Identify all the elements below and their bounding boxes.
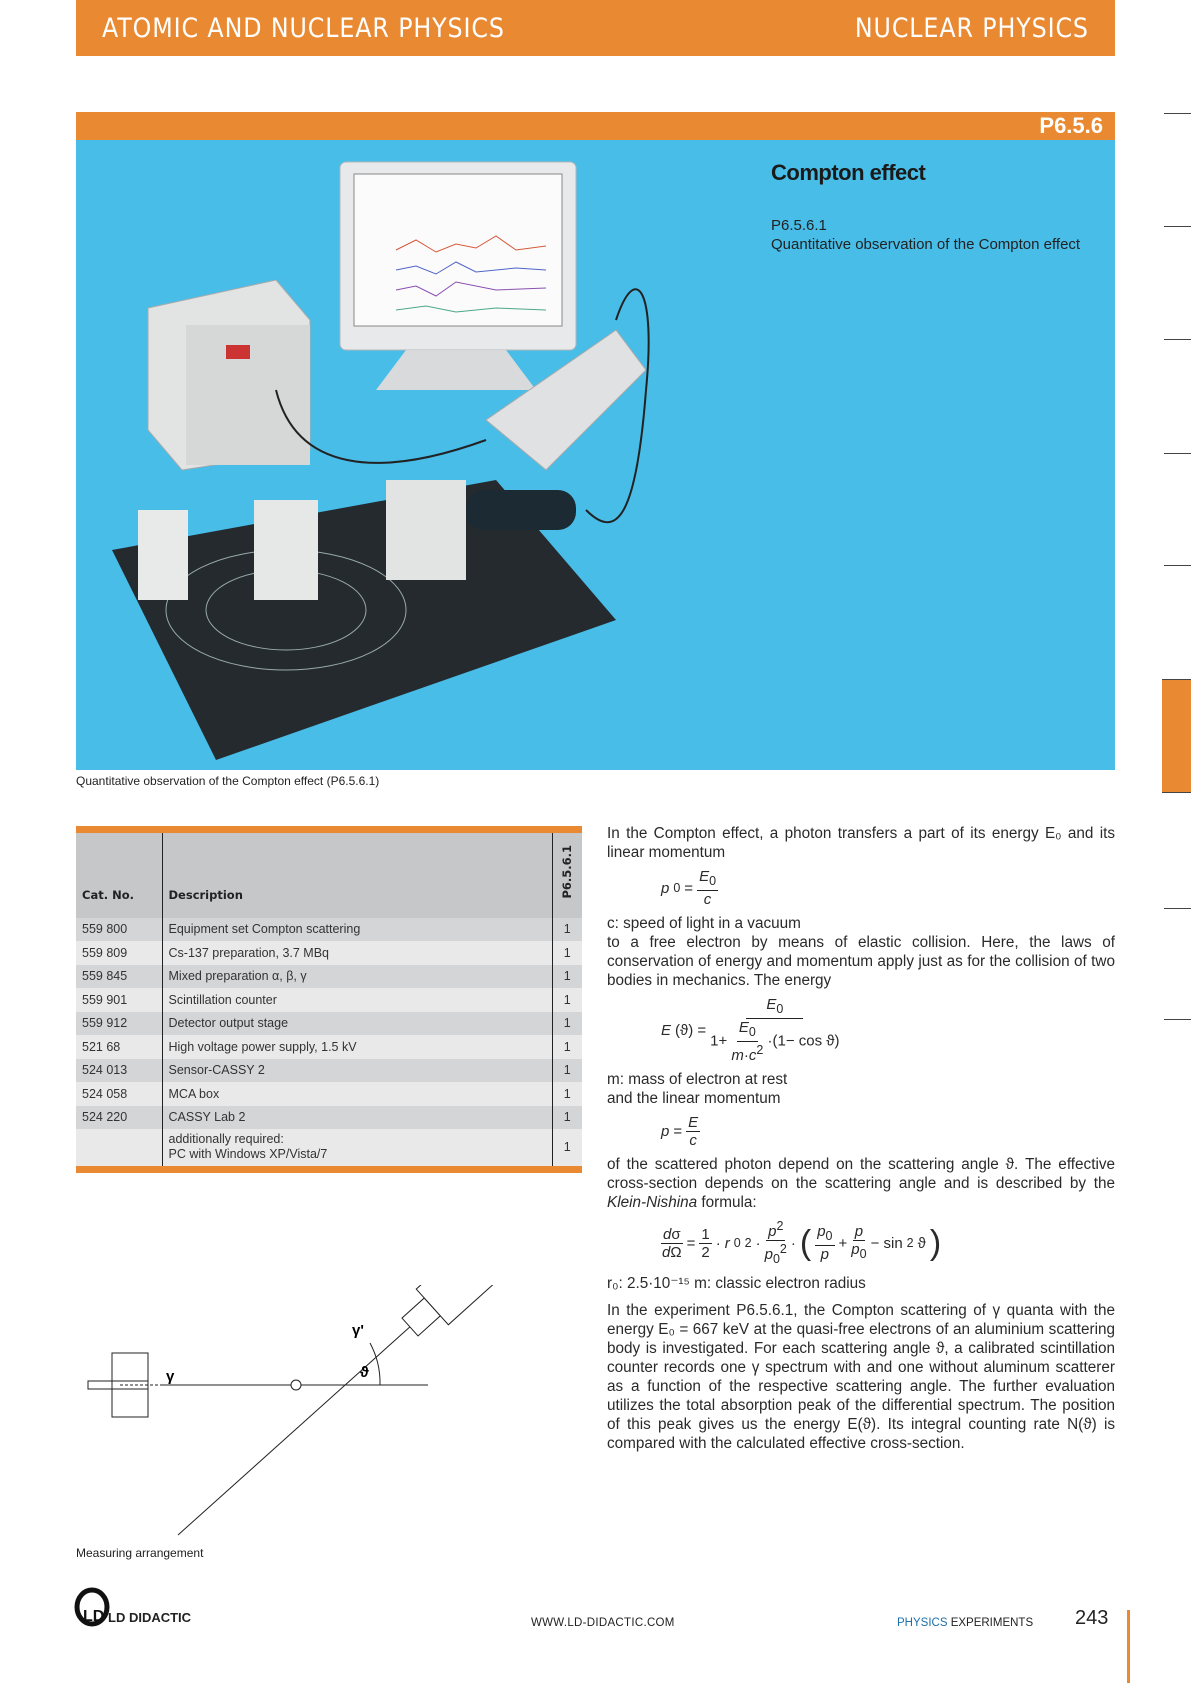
table-row (76, 1082, 582, 1106)
photo-caption: Quantitative observation of the Compton effect (P6.5.6.1) (76, 774, 380, 788)
diagram-caption: Measuring arrangement (76, 1546, 204, 1560)
svg-text:LD: LD (83, 1608, 105, 1625)
page-number: 243 (1075, 1607, 1109, 1629)
gamma-label: γ (166, 1368, 175, 1385)
description: CASSY Lab 2 (162, 1106, 552, 1130)
col-description: Description (162, 830, 552, 918)
table-row (76, 1059, 582, 1083)
footer-section: PHYSICS EXPERIMENTS (897, 1617, 1034, 1629)
edge-tick (1164, 339, 1191, 340)
quantity: 1 (552, 965, 582, 989)
quantity: 1 (552, 1129, 582, 1169)
header-subsection: NUCLEAR PHYSICS (855, 12, 1089, 44)
paragraph: of the scattered photon depend on the scattering angle ϑ. The effective cross-section depends on the scattering angle and is described by the Klein-Nishina formula: (607, 1156, 1115, 1211)
table-row (76, 918, 582, 942)
theta-label: ϑ (360, 1364, 369, 1381)
cat-no: 559 800 (76, 918, 162, 942)
edge-tick (1164, 113, 1191, 114)
description: Mixed preparation α, β, γ (162, 965, 552, 989)
quantity: 1 (552, 1012, 582, 1036)
sub-experiment (771, 216, 1091, 254)
measuring-arrangement-diagram (80, 1285, 540, 1545)
description: Detector output stage (162, 1012, 552, 1036)
table-row (76, 1129, 582, 1169)
page-header (76, 0, 1115, 56)
description: High voltage power supply, 1.5 kV (162, 1035, 552, 1059)
body-text (607, 824, 1115, 1453)
equation-klein-nishina: $\frac{d\sigma}{d\Omega}$ = $\frac{1}{2}$ · r 0 2 · $\frac{p^2}{p_0^2}$ · ( $\frac{p_0}{p}$ + $\frac{p}{p_0}$ − sin 2 ϑ ) (662, 1219, 942, 1266)
paragraph: to a free electron by means of elastic collision. Here, the laws of conservation of energy and momentum apply just as for the collision of two bodies in mechanics. The energy (607, 934, 1115, 989)
edge-tick (1164, 565, 1191, 566)
sub-experiment-code: P6.5.6.1 (771, 217, 827, 234)
paragraph: and the linear momentum (607, 1090, 781, 1107)
experiment-code: P6.5.6 (1039, 113, 1103, 138)
table-row (76, 1012, 582, 1036)
quantity: 1 (552, 988, 582, 1012)
quantity: 1 (552, 1106, 582, 1130)
description: Equipment set Compton scattering (162, 918, 552, 942)
table-row (76, 965, 582, 989)
col-cat-no: Cat. No. (76, 830, 162, 918)
table-row (76, 1106, 582, 1130)
description: Sensor-CASSY 2 (162, 1059, 552, 1083)
quantity: 1 (552, 941, 582, 965)
ld-didactic-logo (74, 1587, 191, 1627)
cat-no: 559 912 (76, 1012, 162, 1036)
description: additionally required: PC with Windows XP/Vista/7 (162, 1129, 552, 1169)
experiment-title: Compton effect (771, 160, 926, 185)
description: Cs-137 preparation, 3.7 MBq (162, 941, 552, 965)
equation-p0: p 0 = $\frac{E_0}{c}$ (661, 868, 717, 908)
cat-no: 524 220 (76, 1106, 162, 1130)
note: r₀: 2.5·10⁻¹⁵ m: classic electron radius (607, 1275, 866, 1292)
sub-experiment-title: Quantitative observation of the Compton effect (771, 236, 1081, 253)
quantity: 1 (552, 1035, 582, 1059)
website-link[interactable]: WWW.LD-DIDACTIC.COM (531, 1617, 675, 1629)
col-experiment: P6.5.6.1 (560, 844, 575, 899)
paragraph: In the Compton effect, a photon transfers a part of its energy E₀ and its linear momentum (607, 825, 1115, 861)
equation-p: p = $\frac{E}{c}$ (661, 1114, 699, 1149)
cat-no: 559 901 (76, 988, 162, 1012)
cat-no: 524 013 (76, 1059, 162, 1083)
description: Scintillation counter (162, 988, 552, 1012)
note: m: mass of electron at rest (607, 1071, 788, 1088)
edge-tick (1164, 908, 1191, 909)
cat-no (76, 1129, 162, 1169)
quantity: 1 (552, 1059, 582, 1083)
quantity: 1 (552, 1082, 582, 1106)
table-header (76, 830, 582, 918)
equipment-table (76, 826, 582, 1173)
note: c: speed of light in a vacuum (607, 915, 801, 932)
table-row (76, 1035, 582, 1059)
header-section: ATOMIC AND NUCLEAR PHYSICS (102, 12, 505, 44)
table-row (76, 941, 582, 965)
cat-no: 521 68 (76, 1035, 162, 1059)
edge-tick (1164, 1019, 1191, 1020)
cat-no: 524 058 (76, 1082, 162, 1106)
edge-tick (1164, 453, 1191, 454)
experiment-bar (76, 112, 1115, 140)
paragraph: In the experiment P6.5.6.1, the Compton scattering of γ quanta with the energy E₀ = 667 keV at the quasi-free electrons of an aluminium scattering body is investigated. For each scattering angle ϑ, a calibrated scintillation counter records one γ spectrum with and one without aluminum scatterer as a function of the respective scattering angle. The further evaluation utilizes the total absorption peak of the differential spectrum. The position of this peak gives us the energy E(ϑ). Its integral counting rate N(ϑ) is compared with the calculated effective cross-section. (607, 1302, 1115, 1452)
description: MCA box (162, 1082, 552, 1106)
cat-no: 559 809 (76, 941, 162, 965)
equation-energy: E (ϑ) = $E_0$ 1+ $\frac{E_0}{m\cdot c^2}$ ·(1− cos ϑ) (661, 996, 840, 1064)
gamma-prime-label: γ' (352, 1322, 364, 1339)
quantity: 1 (552, 918, 582, 942)
chapter-tab (1162, 679, 1191, 793)
edge-tick (1164, 226, 1191, 227)
logo-text: LD DIDACTIC (108, 1610, 192, 1625)
footer-accent-line (1127, 1610, 1130, 1683)
cat-no: 559 845 (76, 965, 162, 989)
logo-mark-icon (74, 1587, 112, 1627)
table-row (76, 988, 582, 1012)
